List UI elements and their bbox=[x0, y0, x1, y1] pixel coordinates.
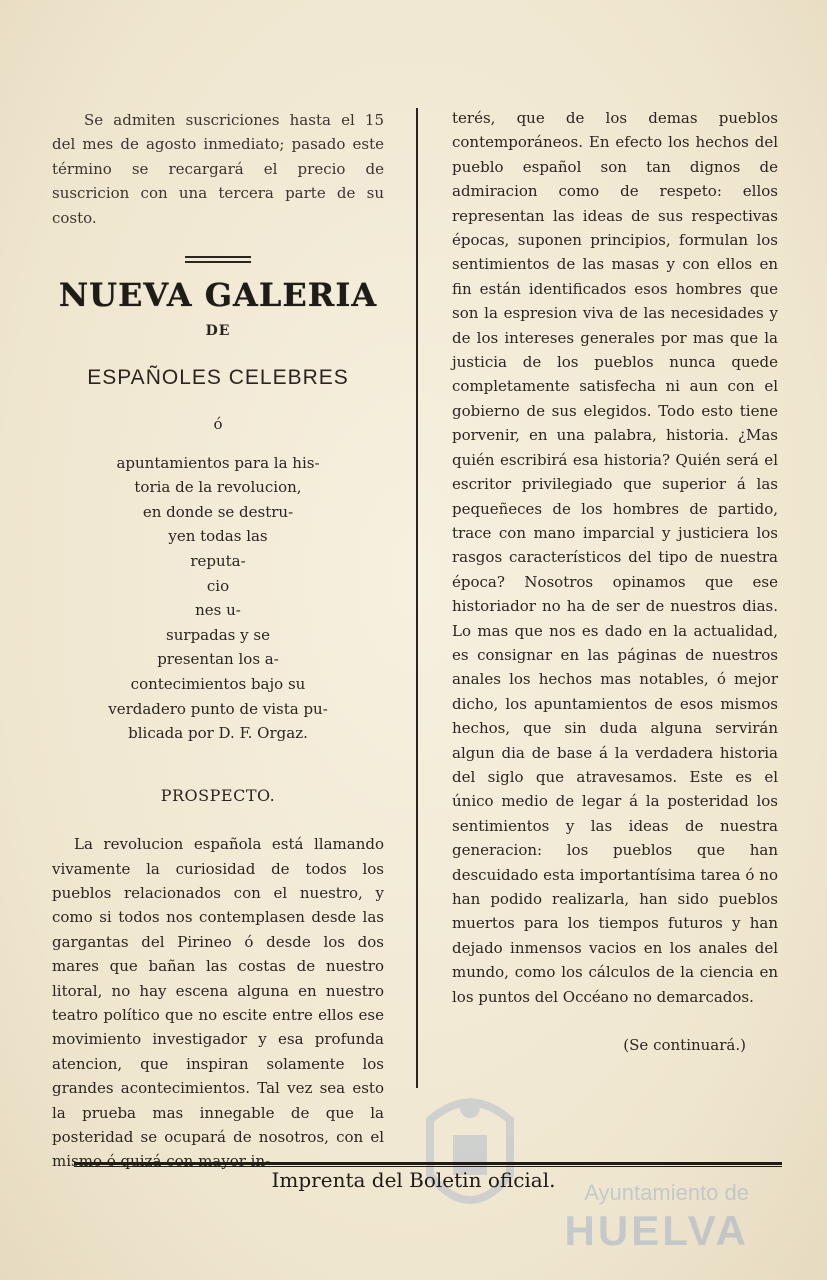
taper-line: yen todas las bbox=[168, 527, 268, 546]
prospecto-heading: PROSPECTO. bbox=[160, 785, 276, 805]
taper-line: toria de la revolucion, bbox=[134, 478, 302, 497]
taper-line: surpadas y se bbox=[166, 625, 270, 644]
publication-title: NUEVA GALERIA bbox=[58, 276, 378, 315]
publication-subtitle: ESPAÑOLES CELEBRES bbox=[87, 365, 349, 389]
signoff: (Se continuará.) bbox=[623, 1036, 746, 1055]
imprint: Imprenta del Boletin oficial. bbox=[271, 1168, 556, 1192]
crest-watermark-icon bbox=[415, 1080, 525, 1230]
left-column bbox=[52, 108, 384, 1174]
watermark-line1: Ayuntamiento de bbox=[584, 1180, 749, 1205]
watermark-line2: HUELVA bbox=[564, 1207, 749, 1254]
taper-line: verdadero punto de vista pu- bbox=[108, 699, 328, 718]
continuation-text: terés, que de los demas pueblos contemporáneos. En efecto los hechos del pueblo español son tan dignos de admiracion como de respeto: ellos representan las ideas de sus respectivas épocas, suponen principios, formulan los sentimientos de las masas y con ellos en fin están identificados esos hombres que son la espresion viva de las necesidades y de los intereses generales por mas que la justicia de los pueblos nunca quede completamente satisfecha ni aun con el gobierno de sus elegidos. Todo esto tiene porvenir, en una palabra, historia. ¿Mas quién escribirá esa historia? Quién será el escritor privilegiado que superior á las pequeñeces de los hombres de partido, trace con mano imparcial y justiciera los rasgos característicos del tipo de nuestra época? Nosotros opinamos que ese historiador no ha de ser de nuestros dias. Lo mas que nos es dado en la actualidad, es consignar en las páginas de nuestros anales los hechos mas notables, ó mejor dicho, los apuntamientos de esos mismos hechos, que sin duda alguna servirán algun dia de base á la verdadera historia del siglo que atravesamos. Este es el único medio de legar á la posteridad los sentimientos y las ideas de nuestra generacion: los pueblos que han descuidado esta importantísima tarea ó no han podido realizarla, han sido pueblos muertos para los tiempos futuros y han dejado inmensos vacios en los anales del mundo, como los cálculos de la ciencia en los puntos del Occéano no demarcados. bbox=[452, 109, 778, 1006]
right-column bbox=[452, 106, 778, 1057]
taper-line: contecimientos bajo su bbox=[130, 675, 306, 693]
footer-rule bbox=[74, 1162, 782, 1167]
title-o: ó bbox=[213, 415, 223, 434]
taper-line: nes u- bbox=[195, 601, 241, 620]
column-divider bbox=[416, 108, 418, 1088]
taper-line: reputa- bbox=[190, 552, 246, 571]
title-de: DE bbox=[205, 323, 231, 340]
taper-line: en donde se destru- bbox=[142, 502, 294, 521]
taper-line: presentan los a- bbox=[157, 650, 279, 669]
archive-watermark bbox=[564, 1175, 749, 1254]
title-rule bbox=[185, 256, 251, 263]
taper-line: apuntamientos para la his- bbox=[116, 453, 320, 472]
prospecto-text: La revolucion española está llamando vivamente la curiosidad de todos los pueblos relacionados con el nuestro, y como si todos nos contemplasen desde las gargantas del Pirineo ó desde los dos mares que bañan las costas de nuestro litoral, no hay escena alguna en nuestro teatro político que no escite entre ellos ese movimiento investigador y esa profunda atencion, que inspiran solamente los grandes acontecimientos. Tal vez sea esto la prueba mas innegable de que la posteridad se ocupará de nosotros, con el mismo ó quizá con mayor in- bbox=[52, 835, 384, 1171]
taper-line: blicada por D. F. Orgaz. bbox=[128, 724, 308, 743]
tapered-description bbox=[52, 451, 384, 746]
taper-line: cio bbox=[206, 576, 230, 595]
subscription-notice: Se admiten suscriciones hasta el 15 del mes de agosto inmediato; pasado este término se recargará el precio de suscricion con una tercera parte de su costo. bbox=[52, 111, 384, 227]
